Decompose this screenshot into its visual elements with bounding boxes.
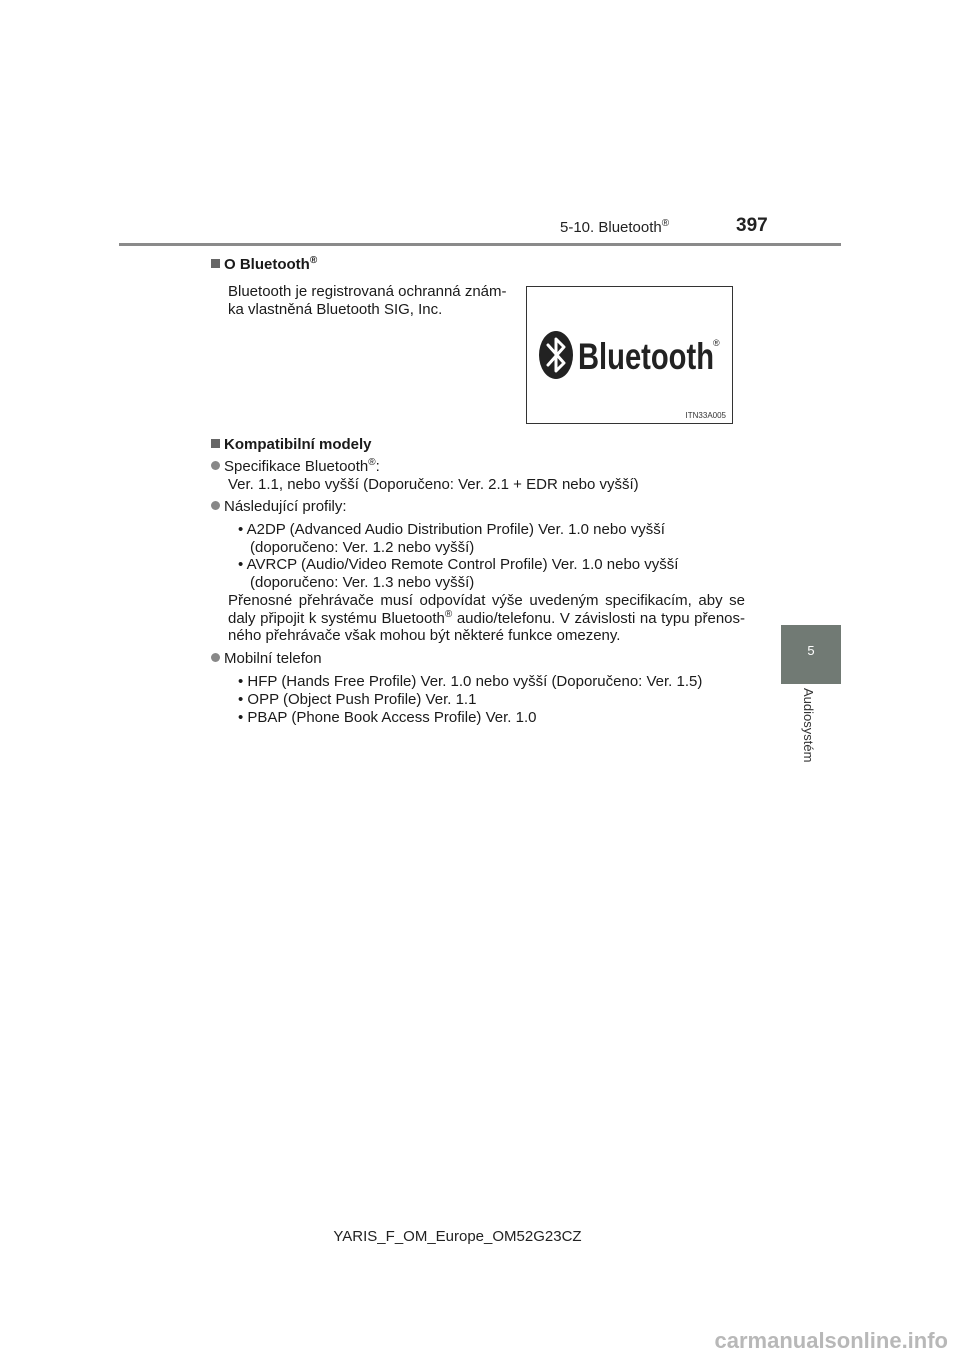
- section-title: 5-10. Bluetooth®: [560, 218, 670, 236]
- section-heading-about: O Bluetooth®: [211, 256, 317, 273]
- profile-item: • A2DP (Advanced Audio Distribution Profile) Ver. 1.0 nebo vyšší: [238, 521, 665, 538]
- watermark: carmanualsonline.info: [714, 1328, 948, 1353]
- phone-profile-item: • PBAP (Phone Book Access Profile) Ver. 1.0: [238, 709, 537, 726]
- bullet-spec-detail: Ver. 1.1, nebo vyšší (Doporučeno: Ver. 2.1 + EDR nebo vyšší): [228, 476, 639, 493]
- figure-code: ITN33A005: [685, 411, 726, 420]
- bluetooth-logo-figure: [526, 286, 733, 424]
- phone-profile-item: • HFP (Hands Free Profile) Ver. 1.0 nebo vyšší (Doporučeno: Ver. 1.5): [238, 673, 703, 690]
- page-number: 397: [736, 215, 768, 236]
- profile-item: • AVRCP (Audio/Video Remote Control Profile) Ver. 1.0 nebo vyšší: [238, 556, 679, 573]
- compatibility-note: Přenosné přehrávače musí odpovídat výše uvedeným specifikacím, aby se daly připojit k systému Bluetooth® audio/telefonu. V závislosti na typu přenos- ného přehrávače však mohou být některé funkce omezeny.: [228, 592, 745, 644]
- bullet-phone: Mobilní telefon: [211, 650, 322, 668]
- logo-registered-mark: ®: [713, 338, 720, 348]
- bluetooth-logo: [527, 287, 732, 423]
- header-divider: [119, 243, 841, 246]
- chapter-label: Audiosystém: [801, 688, 816, 763]
- square-bullet-icon: [211, 439, 220, 448]
- document-code: YARIS_F_OM_Europe_OM52G23CZ: [333, 1228, 582, 1245]
- profile-item-note: (doporučeno: Ver. 1.3 nebo vyšší): [250, 574, 475, 591]
- profile-item-note: (doporučeno: Ver. 1.2 nebo vyšší): [250, 539, 475, 556]
- phone-profile-item: • OPP (Object Push Profile) Ver. 1.1: [238, 691, 477, 708]
- about-paragraph: Bluetooth je registrovaná ochranná znám- ka vlastněná Bluetooth SIG, Inc.: [228, 283, 507, 318]
- square-bullet-icon: [211, 259, 220, 268]
- round-bullet-icon: [211, 501, 220, 510]
- round-bullet-icon: [211, 653, 220, 662]
- chapter-number: 5: [807, 643, 815, 658]
- bullet-spec: Specifikace Bluetooth®:: [211, 458, 380, 476]
- round-bullet-icon: [211, 461, 220, 470]
- logo-wordmark: Bluetooth: [578, 336, 714, 377]
- section-heading-models: Kompatibilní modely: [211, 436, 372, 453]
- bullet-profiles: Následující profily:: [211, 498, 347, 516]
